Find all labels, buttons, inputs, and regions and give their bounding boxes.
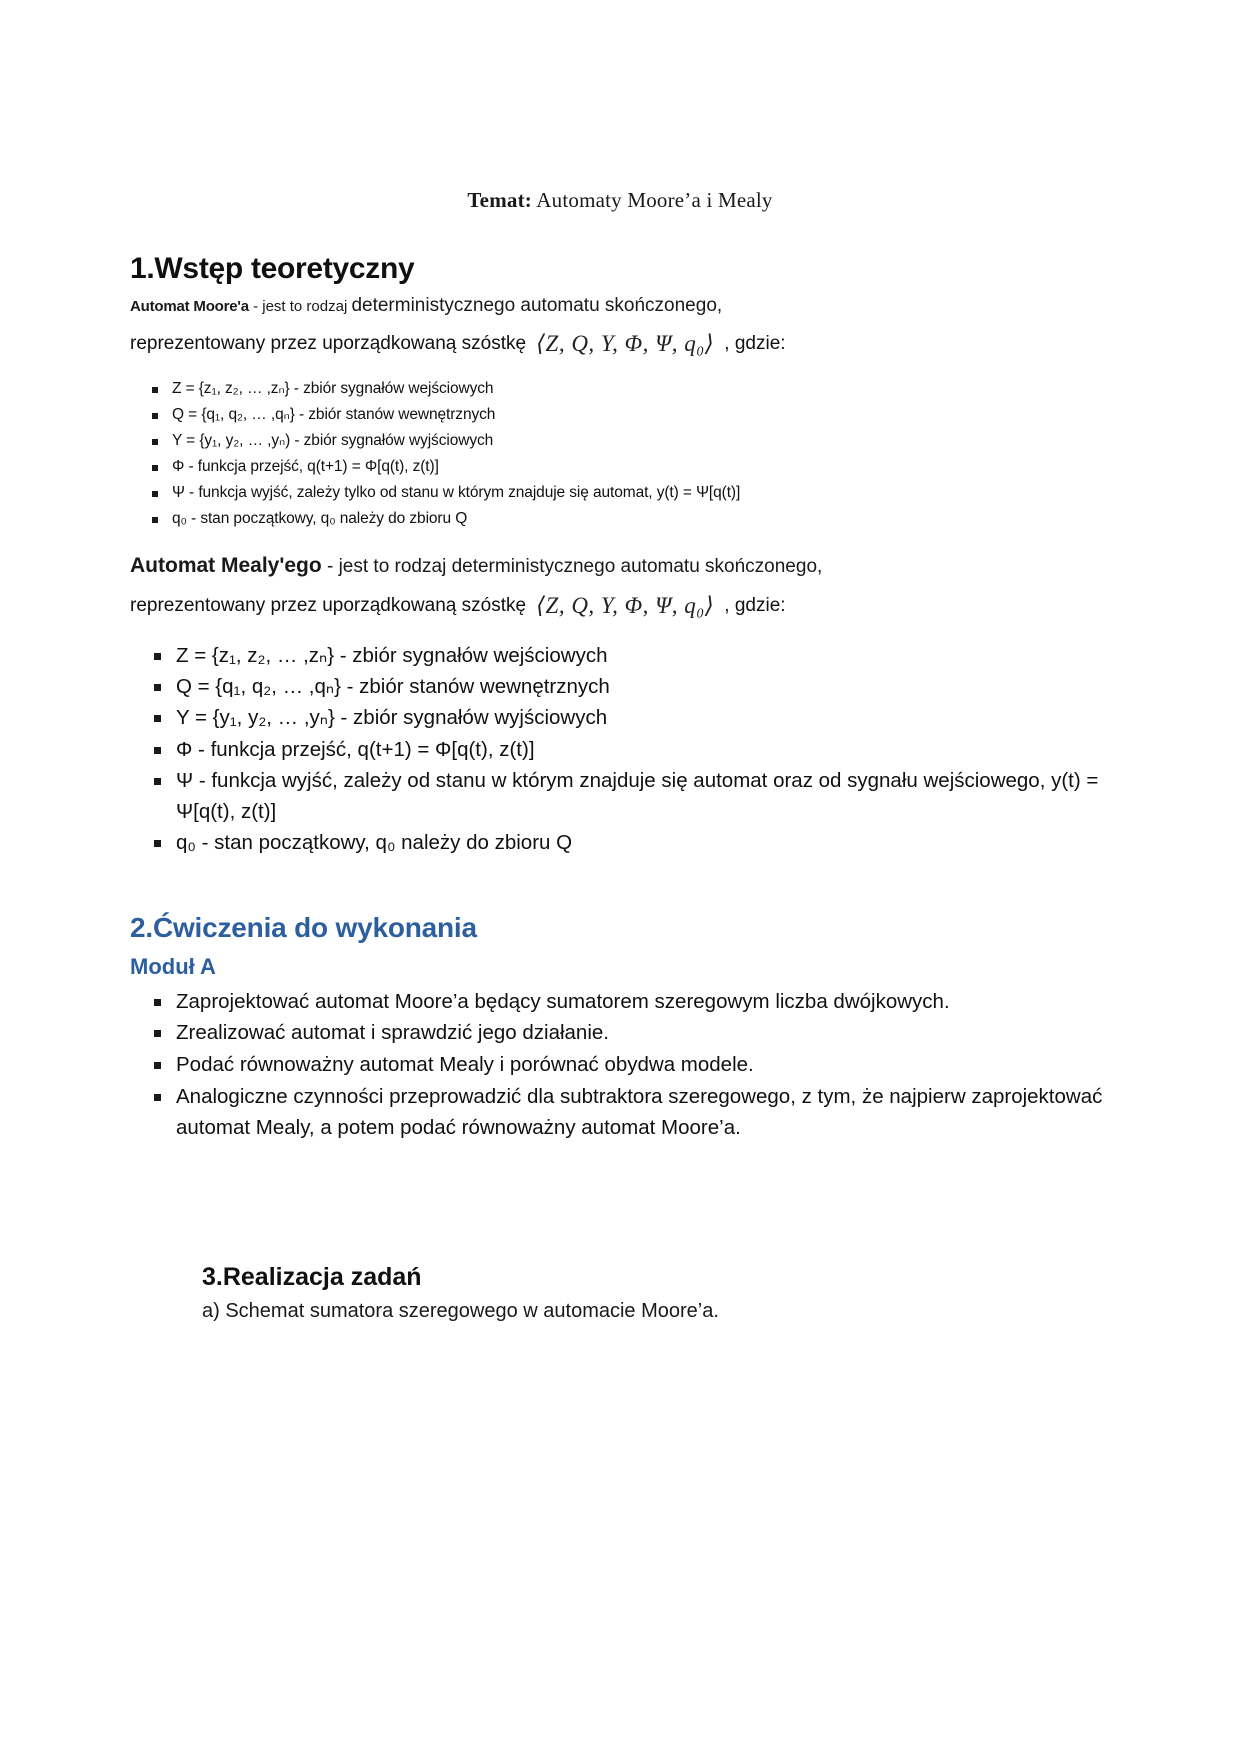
moore-lead-paragraph: [130, 291, 1110, 320]
list-item: Zrealizować automat i sprawdzić jego działanie.: [130, 1018, 1110, 1049]
spacer: [130, 1144, 1110, 1262]
mealy-lead-rest: - jest to rodzaj deterministycznego automatu skończonego,: [321, 555, 823, 577]
document-content: [130, 252, 1110, 1326]
list-item: Φ - funkcja przejść, q(t+1) = Φ[q(t), z(t)]: [130, 734, 1110, 765]
list-item: Q = {q₁, q₂, … ,qₙ} - zbiór stanów wewnętrznych: [130, 402, 1110, 428]
spacer: [130, 878, 1110, 912]
module-a-task-list: [130, 987, 1110, 1144]
list-item: q₀ - stan początkowy, q₀ należy do zbioru Q: [130, 506, 1110, 532]
moore-definition-list: [130, 376, 1110, 532]
section-2-heading: 2.Ćwiczenia do wykonania: [130, 912, 477, 944]
section-3-item-a: a) Schemat sumatora szeregowego w automacie Moore’a.: [202, 1300, 719, 1323]
section-1-heading: 1.Wstęp teoretyczny: [130, 252, 415, 285]
list-item: Y = {y₁, y₂, … ,yₙ} - zbiór sygnałów wyjściowych: [130, 702, 1110, 733]
list-item: Y = {y₁, y₂, … ,yₙ) - zbiór sygnałów wyjściowych: [130, 428, 1110, 454]
mealy-formula-suffix: , gdzie:: [724, 595, 786, 617]
list-item: Analogiczne czynności przeprowadzić dla subtraktora szeregowego, z tym, że najpierw zaprojektować automat Mealy, a potem podać równoważny automat Moore’a.: [130, 1082, 1110, 1144]
list-item: q₀ - stan początkowy, q₀ należy do zbioru Q: [130, 827, 1110, 858]
document-title: [0, 188, 1240, 213]
section-3-heading: 3.Realizacja zadań: [202, 1263, 422, 1292]
list-item: Podać równoważny automat Mealy i porównać obydwa modele.: [130, 1050, 1110, 1081]
module-a-heading: Moduł A: [130, 954, 216, 980]
list-item: Z = {z₁, z₂, … ,zₙ} - zbiór sygnałów wejściowych: [130, 640, 1110, 671]
mealy-sixtuple-formula: ⟨Z, Q, Y, Φ, Ψ, q₀⟩: [536, 593, 715, 619]
moore-lead-rest: - jest to rodzaj: [248, 297, 352, 315]
mealy-formula-prefix: reprezentowany przez uporządkowaną szóstkę: [130, 595, 527, 617]
document-title-label: Temat:: [467, 188, 532, 212]
list-item: Ψ - funkcja wyjść, zależy od stanu w którym znajduje się automat oraz od sygnału wejściowego, y(t) = Ψ[q(t), z(t)]: [130, 765, 1110, 827]
mealy-formula-line: [130, 584, 1110, 628]
list-item: Φ - funkcja przejść, q(t+1) = Φ[q(t), z(t)]: [130, 454, 1110, 480]
mealy-definition-list: [130, 640, 1110, 858]
mealy-lead-bold: Automat Mealy'ego: [130, 553, 322, 577]
moore-formula-line: [130, 322, 1110, 366]
list-item: Zaprojektować automat Moore’a będący sumatorem szeregowym liczba dwójkowych.: [130, 987, 1110, 1018]
moore-lead-rest-big: deterministycznego automatu skończonego,: [351, 294, 723, 316]
list-item: Ψ - funkcja wyjść, zależy tylko od stanu w którym znajduje się automat, y(t) = Ψ[q(t)]: [130, 480, 1110, 506]
document-title-value: Automaty Moore’a i Mealy: [536, 188, 773, 212]
moore-sixtuple-formula: ⟨Z, Q, Y, Φ, Ψ, q₀⟩: [536, 330, 715, 356]
moore-formula-suffix: , gdzie:: [724, 332, 786, 354]
list-item: Z = {z₁, z₂, … ,zₙ} - zbiór sygnałów wejściowych: [130, 376, 1110, 402]
list-item: Q = {q₁, q₂, … ,qₙ} - zbiór stanów wewnętrznych: [130, 671, 1110, 702]
section-3-block: [130, 1262, 1110, 1326]
mealy-lead-paragraph: [130, 550, 1110, 583]
moore-formula-prefix: reprezentowany przez uporządkowaną szóstkę: [130, 332, 527, 354]
moore-lead-bold: Automat Moore'a: [130, 297, 249, 315]
